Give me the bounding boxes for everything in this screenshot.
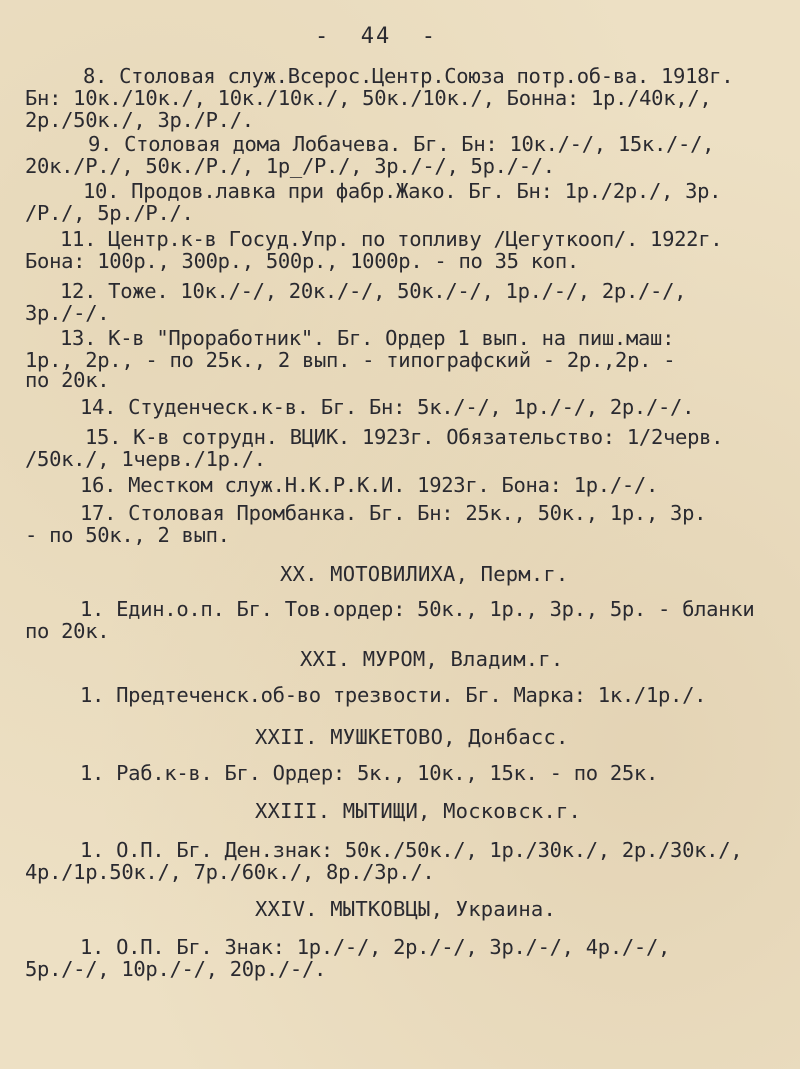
entry-16-line-1: 16. Местком служ.Н.К.Р.К.И. 1923г. Бона: 1р./-/. bbox=[80, 473, 659, 497]
section-heading-xxi: ХХI. МУРОМ, Владим.г. bbox=[300, 647, 564, 671]
entry-9-line-2: 20к./Р./, 50к./Р./, 1р_/Р./, 3р./-/, 5р./-/. bbox=[25, 154, 555, 178]
section-xxiii-entry-1-line-1: 1. О.П. Бг. Ден.знак: 50к./50к./, 1р./30к./, 2р./30к./, bbox=[80, 838, 743, 862]
entry-11-line-1: 11. Центр.к-в Госуд.Упр. по топливу /Цегуткооп/. 1922г. bbox=[60, 227, 723, 251]
entry-12-line-1: 12. Тоже. 10к./-/, 20к./-/, 50к./-/, 1р./-/, 2р./-/, bbox=[60, 279, 687, 303]
section-xx-entry-1-line-2: по 20к. bbox=[25, 619, 110, 643]
entry-15-line-1: 15. К-в сотрудн. ВЦИК. 1923г. Обязательство: 1/2черв. bbox=[85, 425, 724, 449]
section-xxiv-entry-1-line-2: 5р./-/, 10р./-/, 20р./-/. bbox=[25, 957, 327, 981]
entry-17-line-1: 17. Столовая Промбанка. Бг. Бн: 25к., 50к., 1р., 3р. bbox=[80, 501, 707, 525]
section-xxiii-entry-1-line-2: 4р./1р.50к./, 7р./60к./, 8р./3р./. bbox=[25, 860, 435, 884]
entry-11-line-2: Бона: 100р., 300р., 500р., 1000р. - по 35 коп. bbox=[25, 249, 579, 273]
section-heading-xxii: ХХII. МУШКЕТОВО, Донбасс. bbox=[255, 725, 569, 749]
entry-12-line-2: 3р./-/. bbox=[25, 301, 110, 325]
entry-8-line-2: Бн: 10к./10к./, 10к./10к./, 50к./10к./, Бонна: 1р./40к,/, bbox=[25, 86, 712, 110]
entry-8-line-3: 2р./50к./, 3р./Р./. bbox=[25, 108, 254, 132]
entry-9-line-1: 9. Столовая дома Лобачева. Бг. Бн: 10к./-/, 15к./-/, bbox=[88, 132, 715, 156]
section-xxii-entry-1: 1. Раб.к-в. Бг. Ордер: 5к., 10к., 15к. - по 25к. bbox=[80, 761, 659, 785]
entry-14-line-1: 14. Студенческ.к-в. Бг. Бн: 5к./-/, 1р./-/, 2р./-/. bbox=[80, 395, 695, 419]
entry-13-line-3: по 20к. bbox=[25, 368, 110, 392]
section-xxi-entry-1: 1. Предтеченск.об-во трезвости. Бг. Марка: 1к./1р./. bbox=[80, 683, 707, 707]
page-number: - 44 - bbox=[315, 24, 437, 49]
section-xxiv-entry-1-line-1: 1. О.П. Бг. Знак: 1р./-/, 2р./-/, 3р./-/, 4р./-/, bbox=[80, 935, 671, 959]
section-xx-entry-1-line-1: 1. Един.о.п. Бг. Тов.ордер: 50к., 1р., 3р., 5р. - бланки bbox=[80, 597, 755, 621]
entry-13-line-1: 13. К-в "Проработник". Бг. Ордер 1 вып. на пиш.маш: bbox=[60, 326, 675, 350]
section-heading-xxiv: ХХIV. МЫТКОВЦЫ, Украина. bbox=[255, 897, 557, 921]
entry-17-line-2: - по 50к., 2 вып. bbox=[25, 523, 230, 547]
section-heading-xx: ХХ. МОТОВИЛИХА, Перм.г. bbox=[280, 562, 569, 586]
entry-8-line-1: 8. Столовая служ.Всерос.Центр.Союза потр.об-ва. 1918г. bbox=[83, 64, 734, 88]
entry-15-line-2: /50к./, 1черв./1р./. bbox=[25, 447, 266, 471]
entry-10-line-2: /Р./, 5р./Р./. bbox=[25, 201, 194, 225]
entry-13-line-2: 1р., 2р., - по 25к., 2 вып. - типографский - 2р.,2р. - bbox=[25, 348, 676, 372]
section-heading-xxiii: ХХIII. МЫТИЩИ, Московск.г. bbox=[255, 799, 582, 823]
entry-10-line-1: 10. Продов.лавка при фабр.Жако. Бг. Бн: 1р./2р./, 3р. bbox=[83, 179, 722, 203]
